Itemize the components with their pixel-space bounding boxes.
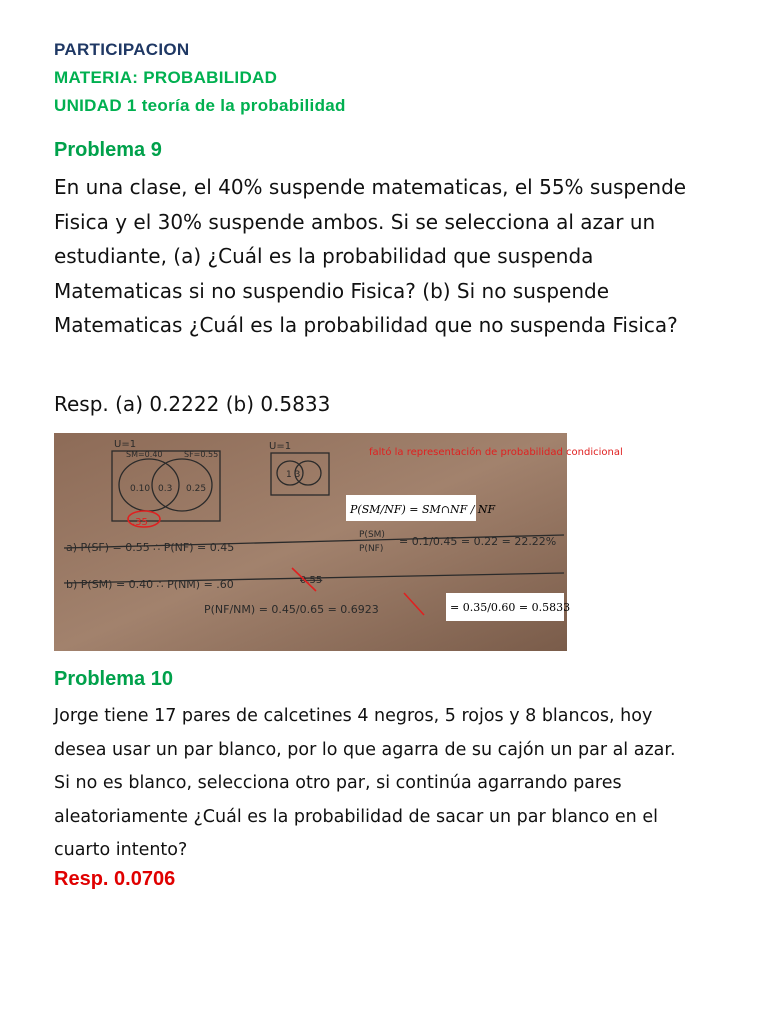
venn-sm-label: SM=0.40 [126, 450, 163, 459]
formula-box: P(SM/NF) = SM∩NF / NF [350, 503, 496, 516]
venn2-inner-values: 1 3 [286, 470, 301, 480]
result-box: = 0.35/0.60 = 0.5833 [450, 601, 571, 614]
venn2-top-label: U=1 [269, 441, 292, 452]
problem9-title: Problema 9 [54, 139, 162, 161]
problem9-answer: Resp. (a) 0.2222 (b) 0.5833 [54, 392, 331, 416]
teacher-correction-note: faltó la representación de probabilidad condicional [369, 447, 623, 458]
problem9-text: En una clase, el 40% suspende matematicas, el 55% suspende Fisica y el 30% suspende ambos. Si se selecciona al azar un estudiante, (a) ¿Cuál es la probabilidad que suspenda Matematicas si no suspendio Fisica? (b) Si no suspende Matematicas ¿Cuál es la probabilidad que no suspenda Fisica? [54, 175, 687, 337]
venn-sf-label: SF=0.55 [184, 450, 219, 459]
handwritten-frac-top: P(SM) [359, 530, 385, 540]
venn-right-value: 0.25 [186, 484, 207, 494]
venn1-top-label: U=1 [114, 439, 137, 450]
handwritten-line-b: b) P(SM) = 0.40 ∴ P(NM) = .60 [66, 578, 234, 591]
venn-left-value: 0.10 [130, 484, 151, 494]
handwritten-solution-photo [54, 433, 623, 651]
handwritten-line-b2: P(NF/NM) = 0.45/0.65 = 0.6923 [204, 603, 379, 616]
header-materia: MATERIA: PROBABILIDAD [54, 68, 278, 87]
photo-drawing [54, 433, 623, 651]
problem10-title: Problema 10 [54, 668, 173, 690]
handwritten-result-a: = 0.1/0.45 = 0.22 = 22.22% [399, 535, 557, 548]
header-participacion: PARTICIPACION [54, 40, 190, 59]
header-unidad: UNIDAD 1 teoría de la probabilidad [54, 96, 346, 115]
problem10-text: Jorge tiene 17 pares de calcetines 4 negros, 5 rojos y 8 blancos, hoy desea usar un par blanco, por lo que agarra de su cajón un par al azar. Si no es blanco, selecciona otro par, si continúa agarrando pares aleatoriamente ¿Cuál es la probabilidad de sacar un par blanco en el cuarto intento? [54, 706, 676, 860]
handwritten-strike: 0.55 [300, 575, 323, 586]
handwritten-line-a: a) P(SF) = 0.55 ∴ P(NF) = 0.45 [66, 541, 235, 554]
handwritten-frac-bottom: P(NF) [359, 544, 384, 554]
venn-bottom-value: .35 [132, 517, 148, 528]
problem10-answer: Resp. 0.0706 [54, 868, 176, 890]
venn-mid-value: 0.3 [158, 484, 173, 494]
